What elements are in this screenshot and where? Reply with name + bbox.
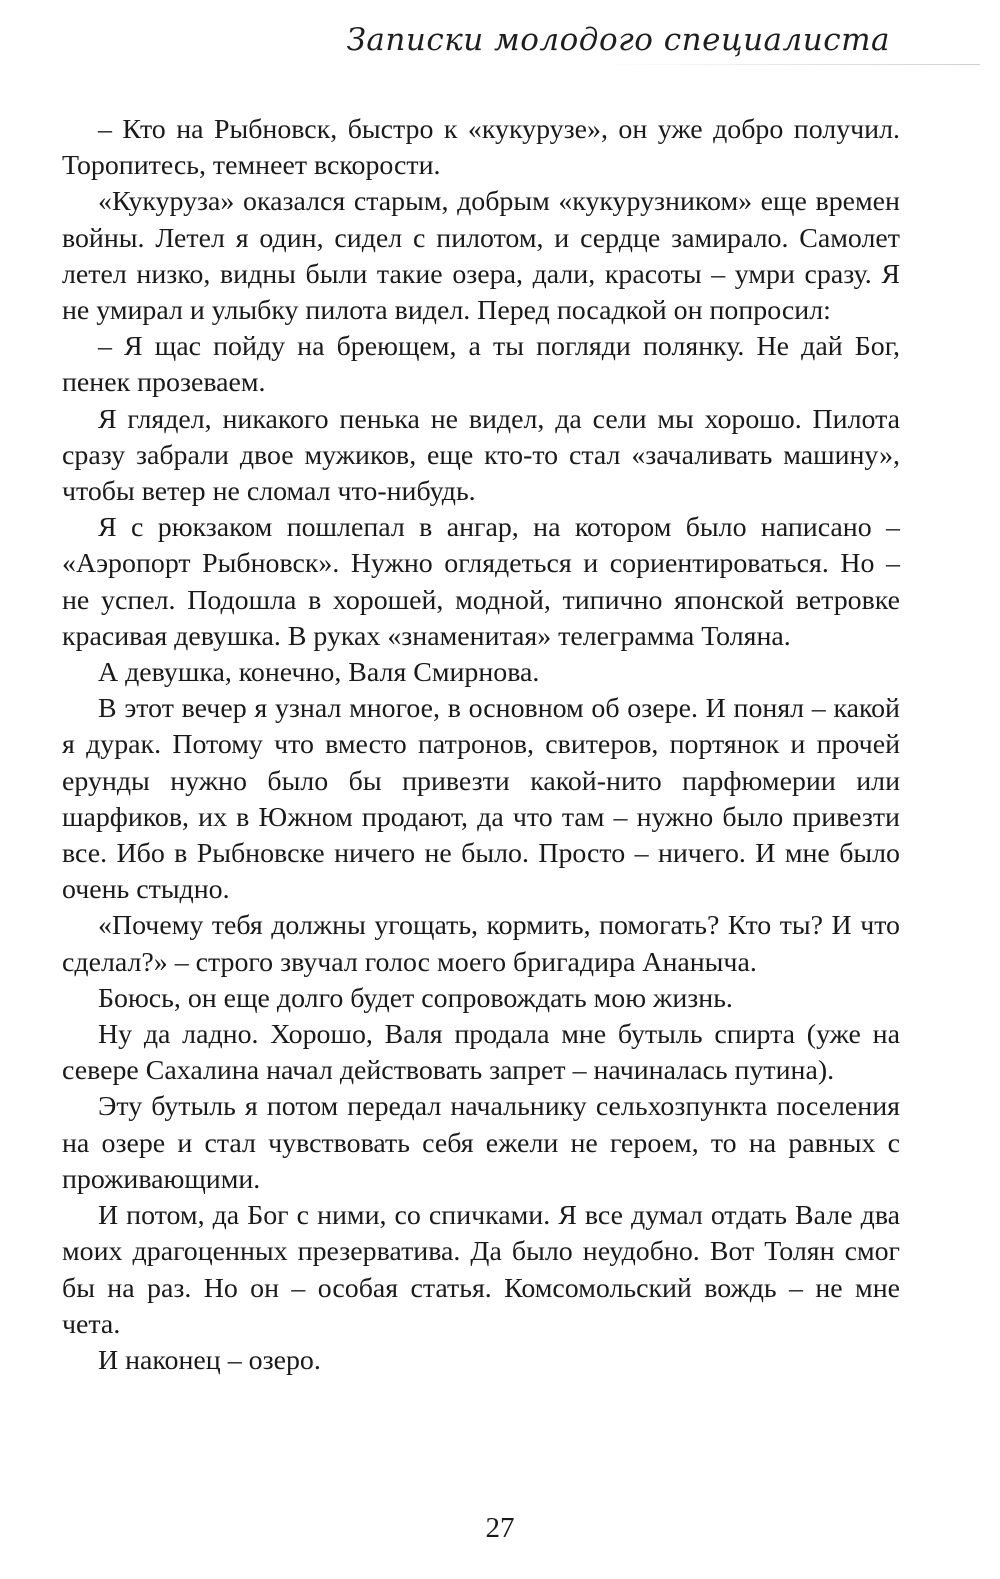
page-number: 27 <box>485 1512 515 1544</box>
paragraph: В этот вечер я узнал многое, в основном об озере. И понял – какой я дурак. Потому что вместо патронов, свитеров, портянок и прочей ерунды нужно было бы привезти какой-нито парфюмерии или шарфиков, их в Южном продают, да что там – нужно было привезти все. Ибо в Рыбновске ничего не было. Просто – ничего. И мне было очень стыдно. <box>62 693 900 906</box>
paragraph: И потом, да Бог с ними, со спичками. Я все думал отдать Вале два моих драгоценных презерватива. Да было неудобно. Вот Толян смог бы на раз. Но он – особая статья. Комсомольский вождь – не мне чета. <box>62 1200 900 1340</box>
header-divider <box>600 64 980 65</box>
paragraph: Я с рюкзаком пошлепал в ангар, на котором было написано – «Аэропорт Рыбновск». Нужно оглядеться и сориентироваться. Но – не успел. Подошла в хорошей, модной, типично японской ветровке красивая девушка. В руках «знаменитая» телеграмма Толяна. <box>62 512 900 652</box>
paragraph: А девушка, конечно, Валя Смирнова. <box>98 657 540 689</box>
running-header: Записки молодого специалиста <box>346 22 890 58</box>
paragraph: «Кукуруза» оказался старым, добрым «кукурузником» еще времен войны. Летел я один, сидел с пилотом, и сердце замирало. Самолет летел низко, видны были такие озера, дали, красоты – умри сразу. Я не умирал и улыбку пилота видел. Перед посадкой он попросил: <box>62 186 900 327</box>
paragraph: – Я щас пойду на бреющем, а ты погляди полянку. Не дай Бог, пенек прозеваем. <box>62 331 900 399</box>
paragraph: Я глядел, никакого пенька не видел, да сели мы хорошо. Пилота сразу забрали двое мужиков, еще кто-то стал «зачаливать машину», чтобы ветер не сломал что-нибудь. <box>62 403 900 508</box>
paragraph: Ну да ладно. Хорошо, Валя продала мне бутыль спирта (уже на севере Сахалина начал действовать запрет – начиналась путина). <box>62 1019 900 1087</box>
paragraph: Эту бутыль я потом передал начальнику сельхозпункта поселения на озере и стал чувствовать себя ежели не героем, то на равных с проживающими. <box>62 1091 900 1195</box>
paragraph: – Кто на Рыбновск, быстро к «кукурузе», он уже добро получил. Торопитесь, темнеет вскорости. <box>62 114 900 182</box>
paragraph: «Почему тебя должны угощать, кормить, помогать? Кто ты? И что сделал?» – строго звучал голос моего бригадира Ананыча. <box>62 910 900 978</box>
page-body <box>62 112 900 1379</box>
paragraph: Боюсь, он еще долго будет сопровождать мою жизнь. <box>98 982 733 1014</box>
paragraph: И наконец – озеро. <box>98 1344 321 1376</box>
